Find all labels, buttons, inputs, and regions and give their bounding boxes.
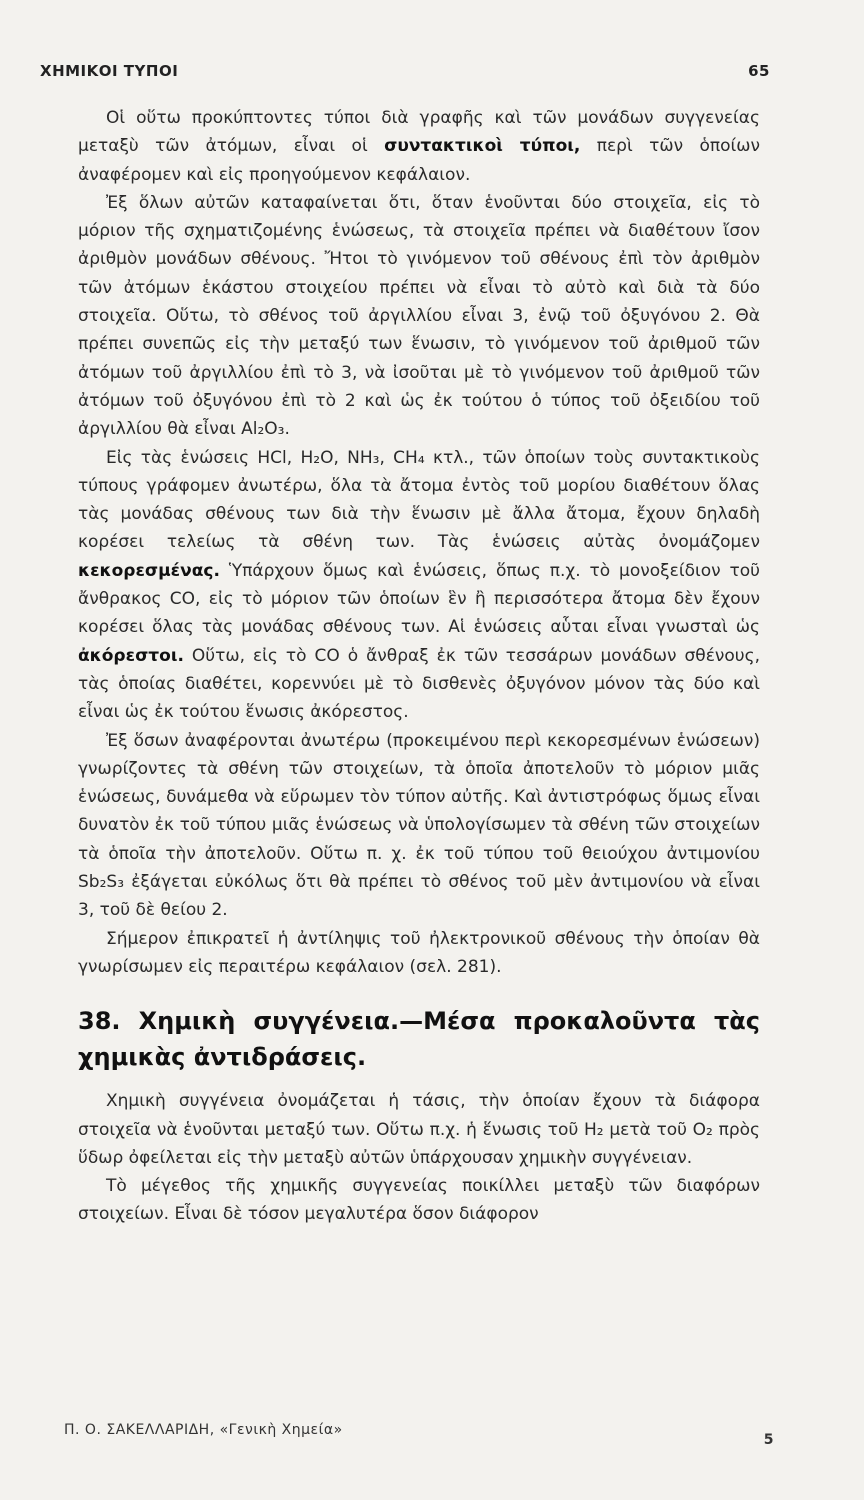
paragraph: Εἰς τὰς ἑνώσεις HCl, H₂O, NH₃, CH₄ κτλ., τῶν ὁποίων τοὺς συντακτικοὺς τύπους γράφομεν ἀνωτέρω, ὅλα τὰ ἄτομα ἐντὸς τοῦ μορίου διαθέτουν ὅλας τὰς μονάδας σθένους των διὰ τὴν ἕνωσιν μὲ ἄλλα ἄτομα, ἔχουν δηλαδὴ κορέσει τελείως τὰ σθένη των. Τὰς ἑνώσεις αὐτὰς ὀνομάζομεν κεκορεσμένας. Ὑπάρχουν ὅμως καὶ ἑνώσεις, ὅπως π.χ. τὸ μονοξείδιον τοῦ ἄνθρακος CO, εἰς τὸ μόριον τῶν ὁποίων ἓν ἢ περισσότερα ἄτομα δὲν ἔχουν κορέσει ὅλας τὰς μονάδας σθένους των. Αἱ ἑνώσεις αὗται εἶναι γνωσταὶ ὡς ἀκόρεστοι. Οὕτω, εἰς τὸ CO ὁ ἄνθραξ ἐκ τῶν τεσσάρων μονάδων σθένους, τὰς ὁποίας διαθέτει, κορεννύει μὲ τὸ δισθενὲς ὀξυγόνον μόνον τὰς δύο καὶ εἶναι ὡς ἐκ τούτου ἕνωσις ἀκόρεστος. [78,447,760,723]
page-number: 65 [748,62,770,80]
paragraph: Οἱ οὕτω προκύπτοντες τύποι διὰ γραφῆς καὶ τῶν μονάδων συγγενείας μεταξὺ τῶν ἀτόμων, εἶναι οἱ συντακτικοὶ τύποι, περὶ τῶν ὁποίων ἀναφέρομεν καὶ εἰς προηγούμενον κεφάλαιον. [78,108,760,185]
signature-mark: 5 [763,1432,774,1448]
paragraph: Τὸ μέγεθος τῆς χημικῆς συγγενείας ποικίλλει μεταξὺ τῶν διαφόρων στοιχείων. Εἶναι δὲ τόσον μεγαλυτέρα ὅσον διάφορον [78,1176,760,1225]
paragraph: Ἐξ ὅσων ἀναφέρονται ἀνωτέρω (προκειμένου περὶ κεκορεσμένων ἑνώσεων) γνωρίζοντες τὰ σθένη τῶν στοιχείων, τὰ ὁποῖα ἀποτελοῦν τὸ μόριον μιᾶς ἑνώσεως, δυνάμεθα νὰ εὕρωμεν τὸν τύπον αὐτῆς. Καὶ ἀντιστρόφως ὅμως εἶναι δυνατὸν ἐκ τοῦ τύπου μιᾶς ἑνώσεως νὰ ὑπολογίσωμεν τὰ σθένη τῶν στοιχείων τὰ ὁποῖα τὴν ἀποτελοῦν. Οὕτω π. χ. ἐκ τοῦ τύπου τοῦ θειούχου ἀντιμονίου Sb₂S₃ ἐξάγεται εὐκόλως ὅτι θὰ πρέπει τὸ σθένος τοῦ μὲν ἀντιμονίου νὰ εἶναι 3, τοῦ δὲ θείου 2. [78,730,760,921]
section-heading: 38. Χημικὴ συγγένεια.—Μέσα προκαλοῦντα τὰς χημικὰς ἀντιδράσεις. [78,1007,760,1072]
term-syntactic-formulas: συντακτικοὶ τύποι, [384,136,581,157]
paragraph: Ἐξ ὅλων αὐτῶν καταφαίνεται ὅτι, ὅταν ἑνοῦνται δύο στοιχεῖα, εἰς τὸ μόριον τῆς σχηματιζομένης ἑνώσεως, τὰ στοιχεῖα πρέπει νὰ διαθέτουν ἴσον ἀριθμὸν μονάδων σθένους. Ἤτοι τὸ γινόμενον τοῦ σθένους ἐπὶ τὸν ἀριθμὸν τῶν ἀτόμων ἑκάστου στοιχείου πρέπει νὰ εἶναι τὸ αὐτὸ καὶ διὰ τὰ δύο στοιχεῖα. Οὕτω, τὸ σθένος τοῦ ἀργιλλίου εἶναι 3, ἐνῷ τοῦ ὀξυγόνου 2. Θὰ πρέπει συνεπῶς εἰς τὴν μεταξύ των ἕνωσιν, τὸ γινόμενον τοῦ ἀριθμοῦ τῶν ἀτόμων τοῦ ἀργιλλίου ἐπὶ τὸ 3, νὰ ἰσοῦται μὲ τὸ γινόμενον τοῦ ἀριθμοῦ τῶν ἀτόμων τοῦ ὀξυγόνου ἐπὶ τὸ 2 καὶ ὡς ἐκ τούτου ὁ τύπος τοῦ ὀξειδίου τοῦ ἀργιλλίου θὰ εἶναι Al₂O₃. [78,192,760,440]
page-body [78,104,760,1229]
paragraph: Σήμερον ἐπικρατεῖ ἡ ἀντίληψις τοῦ ἠλεκτρονικοῦ σθένους τὴν ὁποίαν θὰ γνωρίσωμεν εἰς περαιτέρω κεφάλαιον (σελ. 281). [78,928,760,977]
running-title: ΧΗΜΙΚΟΙ ΤΥΠΟΙ [40,62,179,80]
paragraph: Χημικὴ συγγένεια ὀνομάζεται ἡ τάσις, τὴν ὁποίαν ἔχουν τὰ διάφορα στοιχεῖα νὰ ἑνοῦνται μεταξύ των. Οὕτω π.χ. ἡ ἕνωσις τοῦ H₂ μετὰ τοῦ O₂ πρὸς ὕδωρ ὀφείλεται εἰς τὴν μεταξὺ αὐτῶν ὑπάρχουσαν χημικὴν συγγένειαν. [78,1091,760,1168]
term-saturated: κεκορεσμένας. [78,560,220,581]
page-header [40,62,770,86]
footer-author-line: Π. Ο. ΣΑΚΕΛΛΑΡΙΔΗ, «Γενικὴ Χημεία» [64,1422,343,1438]
term-unsaturated: ἀκόρεστοι. [78,645,184,666]
